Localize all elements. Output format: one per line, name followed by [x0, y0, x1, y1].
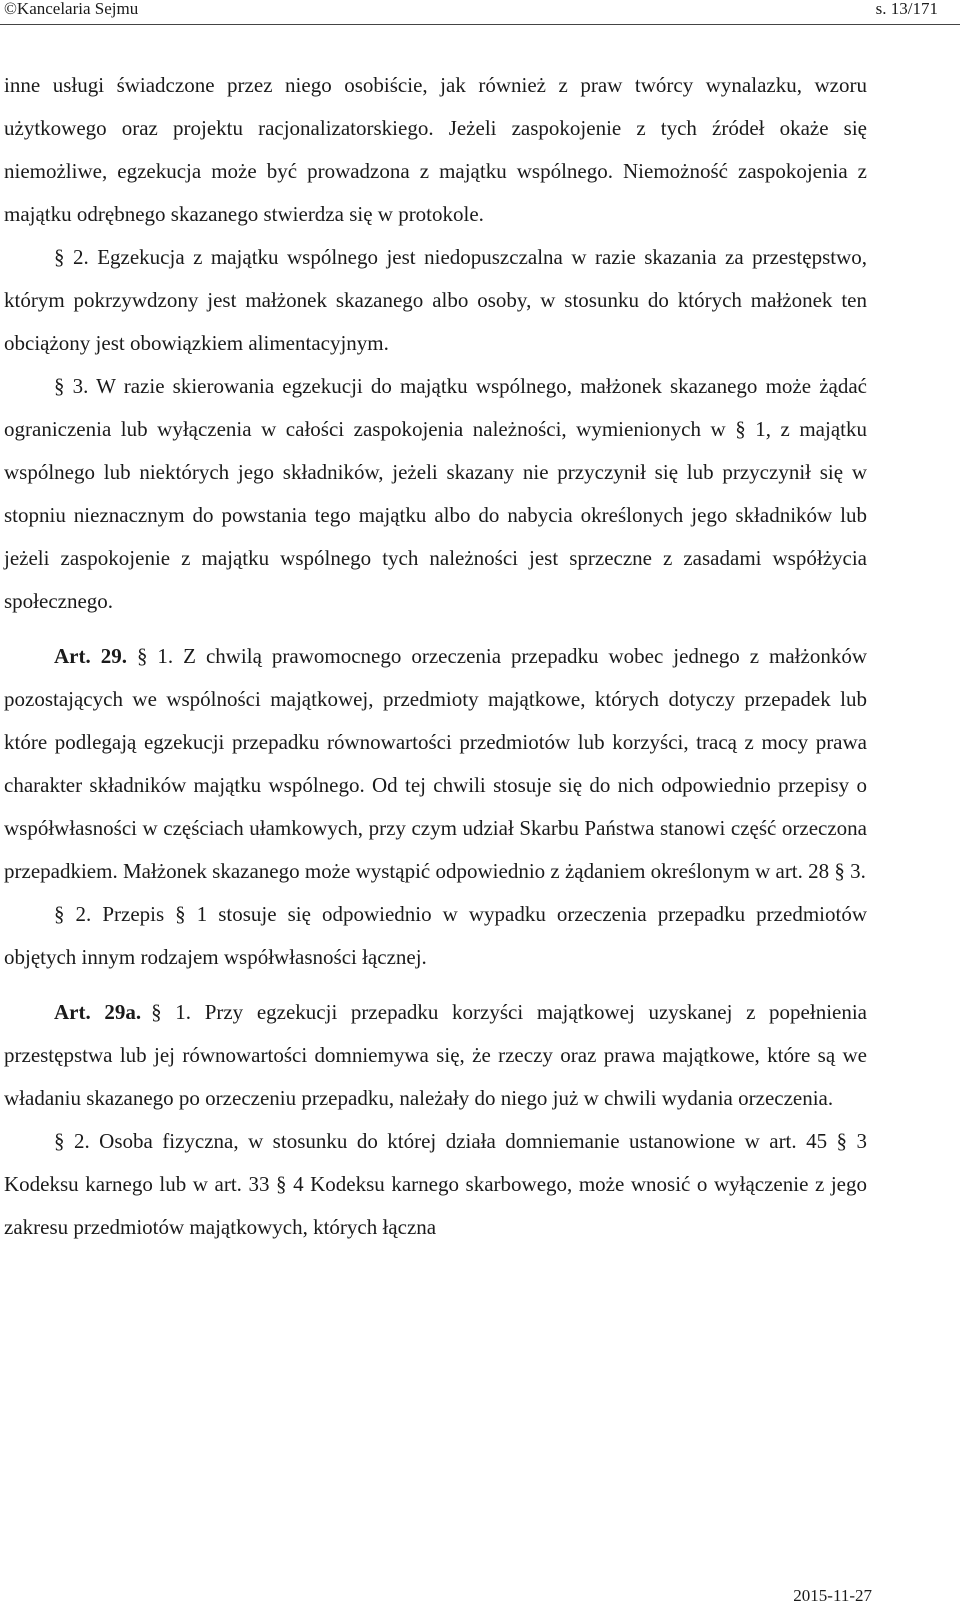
paragraph: § 2. Przepis § 1 stosuje się odpowiednio w wypadku orzeczenia przepadku przedmiotów objętych innym rodzajem współwłasności łącznej. [4, 902, 867, 969]
paragraph: inne usługi świadczone przez niego osobiście, jak również z praw twórcy wynalazku, wzoru użytkowego oraz projektu racjonalizatorskiego. Jeżeli zaspokojenie z tych źródeł okaże się niemożliwe, egzekucja może być prowadzona z majątku wspólnego. Niemożność zaspokojenia z majątku odrębnego skazanego stwierdza się w protokole. [4, 73, 867, 226]
article-label: Art. 29. [54, 644, 127, 668]
paragraph: § 3. W razie skierowania egzekucji do majątku wspólnego, małżonek skazanego może żądać ograniczenia lub wyłączenia w całości zaspokojenia należności, wymienionych w § 1, z majątku wspólnego lub niektórych jego składników, jeżeli skazany nie przyczynił się lub przyczynił się w stopniu nieznacznym do powstania tego majątku albo do nabycia określonych jego składników lub jeżeli zaspokojenie z majątku wspólnego tych należności jest sprzeczne z zasadami współżycia społecznego. [4, 374, 867, 613]
page-header [0, 0, 960, 25]
paragraph-text: § 1. Z chwilą prawomocnego orzeczenia przepadku wobec jednego z małżonków pozostających we wspólności majątkowej, przedmioty majątkowe, których dotyczy przepadek lub które podlegają egzekucji przepadku równowartości przedmiotów lub korzyści, tracą z mocy prawa charakter składników majątku wspólnego. Od tej chwili stosuje się do nich odpowiednio przepisy o współwłasności w częściach ułamkowych, przy czym udział Skarbu Państwa stanowi część orzeczona przepadkiem. Małżonek skazanego może wystąpić odpowiednio z żądaniem określonym w art. 28 § 3. [4, 644, 867, 883]
article-paragraph [4, 991, 867, 1120]
page-number: s. 13/171 [875, 0, 938, 18]
paragraph: § 2. Egzekucja z majątku wspólnego jest niedopuszczalna w razie skazania za przestępstwo, którym pokrzywdzony jest małżonek skazanego albo osoby, w stosunku do których małżonek ten obciążony jest obowiązkiem alimentacyjnym. [4, 245, 867, 355]
paragraph-text: § 1. Przy egzekucji przepadku korzyści majątkowej uzyskanej z popełnienia przestępstwa lub jej równowartości domniemywa się, że rzeczy oraz prawa majątkowe, które są we władaniu skazanego po orzeczeniu przepadku, należały do niego już w chwili wydania orzeczenia. [4, 1000, 868, 1110]
page-footer [0, 1586, 960, 1612]
document-body [4, 64, 867, 1249]
footer-date: 2015-11-27 [793, 1586, 872, 1605]
copyright-label: ©Kancelaria Sejmu [4, 0, 139, 18]
article-label: Art. 29a. [54, 1000, 142, 1024]
paragraph: § 2. Osoba fizyczna, w stosunku do której działa domniemanie ustanowione w art. 45 § 3 Kodeksu karnego lub w art. 33 § 4 Kodeksu karnego skarbowego, może wnosić o wyłączenie z jego zakresu przedmiotów majątkowych, których łączna [4, 1129, 867, 1239]
article-paragraph [4, 635, 867, 893]
